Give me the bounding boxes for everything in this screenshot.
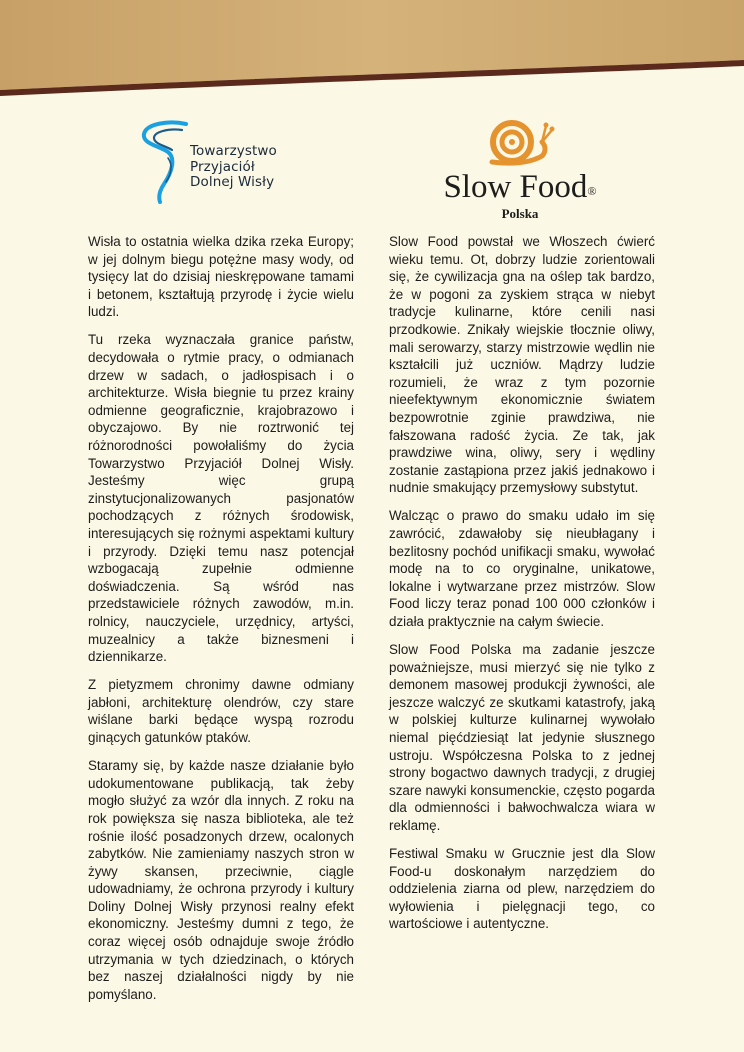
left-paragraph: Z pietyzmem chronimy dawne odmiany jabłoni, architekturę olendrów, czy stare wiślane barki będące wyspą rozrodu ginących gatunków ptaków. xyxy=(88,677,354,746)
left-paragraph: Staramy się, by każde nasze działanie było udokumentowane publikacją, tak żeby mogło służyć za wzór dla innych. Z roku na rok powiększa się nasza biblioteka, ale też rośnie ilość posadzonych drzew, ocalonych zabytków. Nie zamieniamy naszych stron w żywy skansen, przeciwnie, ciągle udowadniamy, że ochrona przyrody i kultury Doliny Dolnej Wisły przynosi realny efekt ekonomiczny. Jesteśmy dumni z tego, że coraz więcej osób odnajduje swoje źródło utrzymania w tych dziedzinach, o których bez naszej działalności nigdy by nie pomyślano. xyxy=(88,758,354,1002)
left-paragraph: Tu rzeka wyznaczała granice państw, decydowała o rytmie pracy, o odmianach drzew w sadach, o jadłospisach i o architekturze. Wisła biegnie tu przez krainy odmienne geograficznie, krajobrazowo i obyczajowo. By nie roztrwonić tej różnorodności powołaliśmy do życia Towarzystwo Przyjaciół Dolnej Wisły. Jesteśmy więc grupą zinstytucjonalizowanych pasjonatów pochodzących z różnych środowisk, interesujących się rożnymi aspektami kultury i przyrody. Dzięki temu nasz potencjał wzbogacają zupełnie odmienne doświadczenia. Są wśród nas przedstawiciele różnych zawodów, m.in. rolnicy, nauczyciele, urzędnicy, artyści, muzealnicy a także biznesmeni i dziennikarze. xyxy=(88,332,354,665)
river-swirl-icon xyxy=(138,118,198,204)
right-paragraph: Festiwal Smaku w Grucznie jest dla Slow Food-u doskonałym narzędziem do oddzielenia ziarna od plew, narzędziem do wyłowienia i pielęgnacji tego, co wartościowe i autentyczne. xyxy=(389,846,655,932)
slow-food-subtitle: Polska xyxy=(501,206,539,221)
slow-food-title-text: Slow Food xyxy=(443,169,588,205)
right-paragraph: Walcząc o prawo do smaku udało im się zawrócić, zdawałoby się nieubłagany i bezlitosny pochód unifikacji smaku, wywołać modę na to co oryginalne, unikatowe, lokalne i wytwarzane przez mistrzów. Slow Food liczy teraz ponad 100 000 członków i działa praktycznie na całym świecie. xyxy=(389,508,655,629)
slow-food-logo xyxy=(430,118,610,224)
tpdw-name xyxy=(190,144,277,191)
right-paragraph: Slow Food powstał we Włoszech ćwierć wieku temu. Ot, dobrzy ludzie zorientowali się, że cywilizacja gna na oślep tak bardzo, że w pogoni za zyskiem strąca w niebyt tradycje kulinarne, które cenili nasi przodkowie. Znikały wiejskie tłocznie oliwy, mali serowarzy, starzy mistrzowie wędlin nie kształcili już uczniów. Mądrzy ludzie rozumieli, że wraz z tym pozornie nieefektywnym ekonomicznie światem bezpowrotnie zginie prawdziwa, nie fałszowana radość życia. Ze tak, jak prawdziwe wina, oliwy, sery i wędliny zostanie zastąpiona przez jakiś jednakowo i nudnie smakujący przemysłowy substytut. xyxy=(389,234,655,496)
left-paragraph: Wisła to ostatnia wielka dzika rzeka Europy; w jej dolnym biegu potężne masy wody, od tysięcy lat do dzisiaj nieskrępowane tamami i betonem, kształtują przyrodę i życie wielu ludzi. xyxy=(88,234,354,320)
left-column xyxy=(88,233,354,1014)
right-column xyxy=(389,233,655,944)
right-paragraph: Slow Food Polska ma zadanie jeszcze poważniejsze, musi mierzyć się nie tylko z demonem masowej produkcji żywności, ale jeszcze walczyć ze skutkami katastrofy, jaką w polskiej kulturze kulinarnej wywołało niemal pięćdziesiąt lat jedynie słusznego ustroju. Współczesna Polska to z jednej strony bogactwo dawnych tradycji, z drugiej szare nawyki konsumenckie, często pogarda dla odmienności i bałwochwalcza wiara w reklamę. xyxy=(389,642,655,833)
registered-mark: ® xyxy=(587,184,597,198)
tpdw-line-1: Towarzystwo xyxy=(190,143,277,159)
header-band xyxy=(0,0,744,100)
tpdw-line-3: Dolnej Wisły xyxy=(190,174,275,190)
tpdw-line-2: Przyjaciół xyxy=(190,158,255,175)
snail-icon xyxy=(484,118,556,168)
tpdw-logo xyxy=(138,118,298,204)
slow-food-title xyxy=(430,168,610,206)
